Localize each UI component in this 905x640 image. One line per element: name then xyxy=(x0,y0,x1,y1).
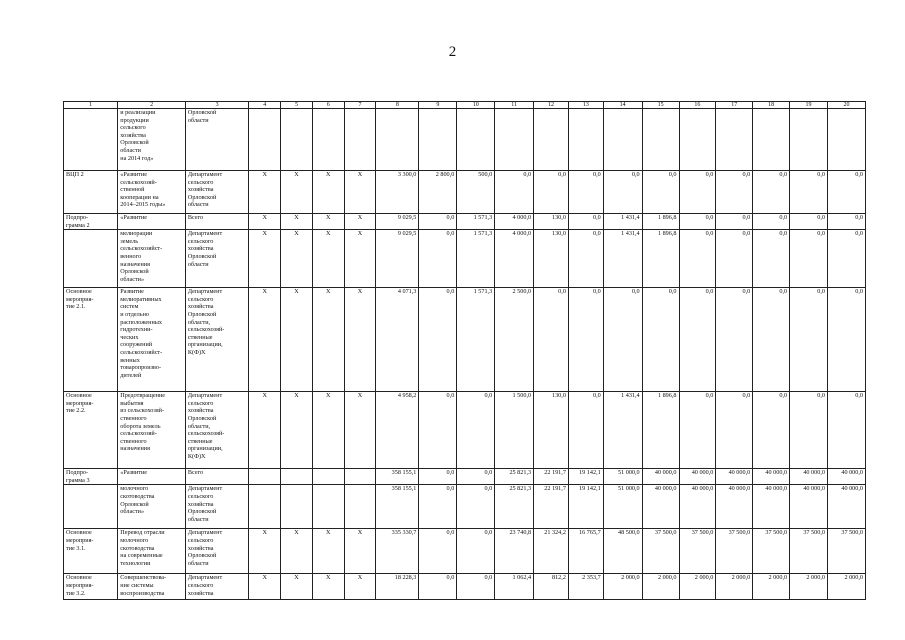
table-cell: Всего xyxy=(185,214,249,230)
table-cell xyxy=(249,469,281,485)
table-cell: 37 500,0 xyxy=(642,529,679,574)
table-cell: 1 431,4 xyxy=(603,230,642,288)
table-cell: 23 740,8 xyxy=(495,529,534,574)
table-cell: 48 500,0 xyxy=(603,529,642,574)
table-row xyxy=(64,214,866,230)
table-cell: Департамент сельского хозяйства Орловской области, сельскохозяй- ственные организации, К(Ф)Х xyxy=(185,392,249,469)
table-cell: 40 000,0 xyxy=(679,469,716,485)
table-cell: 0,0 xyxy=(753,214,790,230)
table-cell: 0,0 xyxy=(457,392,495,469)
table-cell: 0,0 xyxy=(603,171,642,214)
table-cell: 0,0 xyxy=(716,171,753,214)
table-cell: ВЦП 2 xyxy=(64,171,118,214)
table-cell: 2 000,0 xyxy=(642,574,679,600)
column-header: 4 xyxy=(249,102,281,109)
table-cell: 0,0 xyxy=(827,392,865,469)
table-cell: 500,0 xyxy=(457,171,495,214)
table-cell: X xyxy=(312,230,344,288)
table-cell: Совершенствова- ние системы воспроизводства xyxy=(118,574,186,600)
table-cell: 0,0 xyxy=(790,171,828,214)
table-cell: 0,0 xyxy=(679,171,716,214)
table-cell: 0,0 xyxy=(457,574,495,600)
table-cell: 358 155,1 xyxy=(376,485,419,529)
table-cell: Департамент сельского хозяйства Орловской области xyxy=(185,171,249,214)
table-cell: X xyxy=(281,392,313,469)
table-cell: 40 000,0 xyxy=(716,485,753,529)
table-cell: 51 000,0 xyxy=(603,485,642,529)
table-cell: 0,0 xyxy=(827,214,865,230)
table-cell: 0,0 xyxy=(642,288,679,392)
table-cell: 1 500,0 xyxy=(495,392,534,469)
table-cell: 0,0 xyxy=(827,288,865,392)
table-cell: X xyxy=(281,230,313,288)
table-cell: X xyxy=(344,230,376,288)
table-cell: 2 500,0 xyxy=(495,288,534,392)
table-cell xyxy=(495,109,534,171)
table-cell: X xyxy=(312,288,344,392)
table-cell: 0,0 xyxy=(753,230,790,288)
table-cell: 9 029,5 xyxy=(376,214,419,230)
table-cell: 0,0 xyxy=(679,214,716,230)
budget-table xyxy=(63,101,866,600)
table-cell xyxy=(64,109,118,171)
table-cell: 4 071,3 xyxy=(376,288,419,392)
table-cell: 16 765,7 xyxy=(568,529,603,574)
table-cell: 0,0 xyxy=(419,574,457,600)
column-header: 9 xyxy=(419,102,457,109)
table-cell: Департамент сельского хозяйства Орловской области xyxy=(185,485,249,529)
table-cell: 0,0 xyxy=(568,171,603,214)
table-cell: X xyxy=(281,288,313,392)
table-cell xyxy=(716,109,753,171)
table-cell xyxy=(64,485,118,529)
table-cell: 1 571,3 xyxy=(457,230,495,288)
table-cell: Департамент сельского хозяйства xyxy=(185,574,249,600)
table-cell: 0,0 xyxy=(534,171,569,214)
column-header: 17 xyxy=(716,102,753,109)
table-cell: 0,0 xyxy=(716,230,753,288)
table-cell: 40 000,0 xyxy=(790,469,828,485)
table-cell: 19 142,1 xyxy=(568,469,603,485)
table-cell: 37 500,0 xyxy=(790,529,828,574)
table-cell: 0,0 xyxy=(419,230,457,288)
table-cell: 2 000,0 xyxy=(716,574,753,600)
table-cell: X xyxy=(344,574,376,600)
column-header: 3 xyxy=(185,102,249,109)
table-cell: 51 000,0 xyxy=(603,469,642,485)
column-header: 6 xyxy=(312,102,344,109)
table-cell: Основное мероприя- тие 3.2. xyxy=(64,574,118,600)
table-cell: 40 000,0 xyxy=(642,469,679,485)
table-cell: 0,0 xyxy=(790,230,828,288)
table-cell: Перевод отрасли молочного скотоводства на современные технологии xyxy=(118,529,186,574)
column-header: 13 xyxy=(568,102,603,109)
table-row xyxy=(64,109,866,171)
table-cell: 0,0 xyxy=(827,230,865,288)
table-cell xyxy=(376,109,419,171)
table-cell: 4 000,0 xyxy=(495,230,534,288)
table-header-row xyxy=(64,102,866,109)
table-cell: X xyxy=(312,214,344,230)
table-row xyxy=(64,574,866,600)
table-cell: 4 000,0 xyxy=(495,214,534,230)
table-cell: 9 029,5 xyxy=(376,230,419,288)
table-cell: 0,0 xyxy=(753,392,790,469)
table-cell: 0,0 xyxy=(827,171,865,214)
table-cell: 40 000,0 xyxy=(679,485,716,529)
table-cell: X xyxy=(312,171,344,214)
table-cell: 0,0 xyxy=(790,214,828,230)
table-cell: 1 896,8 xyxy=(642,214,679,230)
table-cell: 2 000,0 xyxy=(603,574,642,600)
table-cell: 130,0 xyxy=(534,230,569,288)
table-row xyxy=(64,230,866,288)
table-cell: 37 500,0 xyxy=(679,529,716,574)
table-cell: Развитие мелиоративных систем и отдельно расположенных гидротехни- ческих сооружений сельскохозяйст- венных товаропроизво- дителей xyxy=(118,288,186,392)
table-cell: 40 000,0 xyxy=(827,485,865,529)
table-cell: 0,0 xyxy=(419,485,457,529)
table-cell: 130,0 xyxy=(534,392,569,469)
table-cell xyxy=(344,109,376,171)
table-cell: X xyxy=(281,574,313,600)
table-cell: 2 000,0 xyxy=(679,574,716,600)
table-cell: 358 155,1 xyxy=(376,469,419,485)
table-cell: 1 431,4 xyxy=(603,214,642,230)
table-cell: 0,0 xyxy=(568,230,603,288)
table-cell xyxy=(281,469,313,485)
table-cell: Подпро- грамма 3 xyxy=(64,469,118,485)
table-cell xyxy=(790,109,828,171)
column-header: 8 xyxy=(376,102,419,109)
table-cell: 0,0 xyxy=(716,288,753,392)
table-cell: Всего xyxy=(185,469,249,485)
table-cell xyxy=(249,485,281,529)
table-cell: 2 000,0 xyxy=(753,574,790,600)
table-cell: X xyxy=(281,529,313,574)
column-header: 19 xyxy=(790,102,828,109)
table-cell xyxy=(312,109,344,171)
table-cell: 0,0 xyxy=(419,392,457,469)
table-cell: и реализации продукции сельского хозяйства Орловской области на 2014 год» xyxy=(118,109,186,171)
table-cell: 37 500,0 xyxy=(827,529,865,574)
table-cell: 0,0 xyxy=(679,230,716,288)
table-cell: 25 821,3 xyxy=(495,469,534,485)
table-cell: Предотвращение выбытия из сельскохозяй- ственного оборота земель сельскохозяй- ственного назначения xyxy=(118,392,186,469)
table-cell: 2 000,0 xyxy=(790,574,828,600)
table-cell: X xyxy=(344,392,376,469)
table-cell: X xyxy=(312,392,344,469)
table-row xyxy=(64,485,866,529)
table-cell: молочного скотоводства Орловской области» xyxy=(118,485,186,529)
table-cell: Орловской области xyxy=(185,109,249,171)
table-cell: «Развитие xyxy=(118,214,186,230)
table-row xyxy=(64,171,866,214)
column-header: 14 xyxy=(603,102,642,109)
table-cell: X xyxy=(312,574,344,600)
table-cell: Основное мероприя- тие 3.1. xyxy=(64,529,118,574)
column-header: 11 xyxy=(495,102,534,109)
column-header: 2 xyxy=(118,102,186,109)
column-header: 1 xyxy=(64,102,118,109)
table-cell: X xyxy=(249,288,281,392)
table-cell: 37 500,0 xyxy=(753,529,790,574)
table-cell: 1 571,3 xyxy=(457,214,495,230)
table-cell: Подпро- грамма 2 xyxy=(64,214,118,230)
table-cell: 1 896,8 xyxy=(642,392,679,469)
table-cell xyxy=(419,109,457,171)
table-cell: 40 000,0 xyxy=(642,485,679,529)
table-cell: 0,0 xyxy=(457,485,495,529)
table-cell: 25 821,3 xyxy=(495,485,534,529)
table-cell xyxy=(281,109,313,171)
table-cell: 0,0 xyxy=(419,529,457,574)
table-cell xyxy=(642,109,679,171)
table-cell: 21 324,2 xyxy=(534,529,569,574)
table-cell: 0,0 xyxy=(753,171,790,214)
table-cell: Департамент сельского хозяйства Орловской области xyxy=(185,529,249,574)
table-cell: 0,0 xyxy=(495,171,534,214)
table-cell: 1 062,4 xyxy=(495,574,534,600)
column-header: 10 xyxy=(457,102,495,109)
table-cell: 0,0 xyxy=(534,288,569,392)
table-cell: 0,0 xyxy=(790,392,828,469)
table-cell: 22 191,7 xyxy=(534,469,569,485)
table-row xyxy=(64,469,866,485)
table-cell: X xyxy=(249,214,281,230)
table-row xyxy=(64,392,866,469)
table-cell: 0,0 xyxy=(716,214,753,230)
column-header: 15 xyxy=(642,102,679,109)
table-cell: 4 958,2 xyxy=(376,392,419,469)
table-cell: Основное мероприя- тие 2.1. xyxy=(64,288,118,392)
table-cell: 2 000,0 xyxy=(827,574,865,600)
table-cell: X xyxy=(344,288,376,392)
table-cell: 1 571,3 xyxy=(457,288,495,392)
table-cell xyxy=(281,485,313,529)
table-cell: 0,0 xyxy=(419,469,457,485)
table-cell: 0,0 xyxy=(679,392,716,469)
table-cell xyxy=(457,109,495,171)
table-cell: 40 000,0 xyxy=(753,469,790,485)
table-cell: 0,0 xyxy=(568,214,603,230)
table-cell xyxy=(753,109,790,171)
table-cell xyxy=(249,109,281,171)
table-cell: 2 800,0 xyxy=(419,171,457,214)
table-cell: 0,0 xyxy=(568,392,603,469)
table-cell: «Развитие сельскохозяй- ственной кооперации на 2014–2015 годы» xyxy=(118,171,186,214)
table-cell xyxy=(568,109,603,171)
table-cell: 0,0 xyxy=(419,288,457,392)
table-cell: 0,0 xyxy=(642,171,679,214)
table-cell xyxy=(827,109,865,171)
table-cell: 130,0 xyxy=(534,214,569,230)
table-cell: X xyxy=(281,214,313,230)
table-cell: 0,0 xyxy=(716,392,753,469)
column-header: 5 xyxy=(281,102,313,109)
table-cell: 40 000,0 xyxy=(753,485,790,529)
table-cell: X xyxy=(312,529,344,574)
table-cell: «Развитие xyxy=(118,469,186,485)
column-header: 20 xyxy=(827,102,865,109)
table-cell: X xyxy=(249,171,281,214)
table-cell: 0,0 xyxy=(419,214,457,230)
table-cell: X xyxy=(344,529,376,574)
table-cell xyxy=(603,109,642,171)
table-cell: Департамент сельского хозяйства Орловской области, сельскохозяй- ственные организации, К(Ф)Х xyxy=(185,288,249,392)
table-cell: 0,0 xyxy=(603,288,642,392)
page-number: 2 xyxy=(448,44,457,60)
table-cell xyxy=(64,230,118,288)
table-cell: X xyxy=(249,529,281,574)
table-cell: 0,0 xyxy=(568,288,603,392)
table-cell xyxy=(312,469,344,485)
table-cell: X xyxy=(249,230,281,288)
table-cell: 19 142,1 xyxy=(568,485,603,529)
table-cell: 0,0 xyxy=(457,529,495,574)
column-header: 16 xyxy=(679,102,716,109)
table-cell: 0,0 xyxy=(790,288,828,392)
table-cell: мелиорации земель сельскохозяйст- венного назначения Орловской области» xyxy=(118,230,186,288)
table-cell: 40 000,0 xyxy=(827,469,865,485)
table-cell: 2 353,7 xyxy=(568,574,603,600)
table-cell: 1 896,8 xyxy=(642,230,679,288)
table-cell: 40 000,0 xyxy=(790,485,828,529)
table-cell: 812,2 xyxy=(534,574,569,600)
table-cell: 40 000,0 xyxy=(716,469,753,485)
table-row xyxy=(64,529,866,574)
table-cell: 22 191,7 xyxy=(534,485,569,529)
table-row xyxy=(64,288,866,392)
table-cell: Основное мероприя- тие 2.2. xyxy=(64,392,118,469)
table-cell: 18 228,3 xyxy=(376,574,419,600)
table-cell: X xyxy=(344,214,376,230)
column-header: 18 xyxy=(753,102,790,109)
table-cell: 0,0 xyxy=(679,288,716,392)
table-cell: X xyxy=(249,392,281,469)
table-cell: X xyxy=(249,574,281,600)
table-cell xyxy=(312,485,344,529)
table-cell: X xyxy=(281,171,313,214)
table-cell xyxy=(534,109,569,171)
table-cell: X xyxy=(344,171,376,214)
table-cell: Департамент сельского хозяйства Орловской области xyxy=(185,230,249,288)
column-header: 7 xyxy=(344,102,376,109)
table-cell xyxy=(679,109,716,171)
table-cell: 37 500,0 xyxy=(716,529,753,574)
table-cell xyxy=(344,469,376,485)
table-cell: 1 431,4 xyxy=(603,392,642,469)
table-cell: 0,0 xyxy=(457,469,495,485)
table-cell: 335 330,7 xyxy=(376,529,419,574)
table-cell: 3 300,0 xyxy=(376,171,419,214)
table-cell xyxy=(344,485,376,529)
column-header: 12 xyxy=(534,102,569,109)
table-cell: 0,0 xyxy=(753,288,790,392)
